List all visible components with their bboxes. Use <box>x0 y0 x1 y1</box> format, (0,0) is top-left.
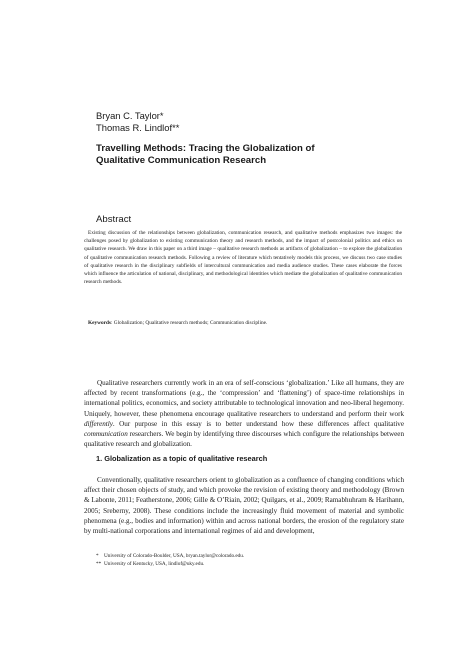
intro-text: Qualitative researchers currently work in an era of self-conscious ‘globalization.’ Like all humans, they are affected by recent transformations (e.g., the ‘compression’ and ‘flattening’) of space-time relationships in international politics, economics, and society attributable to technological innovation and neo-liberal hegemony. Uniquely, however, these phenomena encourage qualitative researchers to understand and perform their work <box>84 379 404 418</box>
keywords-text: : Globalization; Qualitative research methods; Communication discipline. <box>110 320 268 326</box>
intro-emphasis: differently <box>84 419 113 428</box>
footnote-text: University of Colorado-Boulder, USA, bryan.taylor@colorado.edu. <box>104 553 245 559</box>
keywords-line <box>88 319 404 327</box>
intro-text: . Our purpose in this essay is to better understand how these differences affect qualitative <box>112 419 404 428</box>
keywords-label: Keywords <box>88 320 111 326</box>
section-body: Conventionally, qualitative researchers orient to globalization as a confluence of changing conditions which affect their chosen objects of study, and which provoke the revision of existing theory and methodology (Brown & Labonte, 2011; Featherstone, 2006; Gille & O’Riain, 2002; Quilgars, et al., 2009; Ramabhuhram & Harihann, 2005; Sreberny, 2008). These conditions include the increasingly fluid movement of material and symbolic phenomena (e.g., bodies and information) within and across national borders, the erosion of the regulatory state by multi-national corporations and international regimes of aid and development, <box>84 476 404 536</box>
intro-emphasis: communication <box>84 430 128 439</box>
section-heading: 1. Globalization as a topic of qualitative research <box>96 454 268 463</box>
footnote-text: University of Kentucky, USA, lindlof@uky.edu. <box>104 561 205 567</box>
intro-paragraph <box>84 378 404 449</box>
footnote-mark: ** <box>96 561 102 567</box>
intro-text: researchers. We begin by identifying three discourses which configure the relationships between qualitative research and globalization. <box>84 430 404 449</box>
author-list <box>96 110 396 133</box>
paper-title <box>96 143 396 167</box>
paper-title-line: Travelling Methods: Tracing the Globalization of <box>96 143 315 154</box>
abstract-body: Existing discussion of the relationships between globalization, communication research, and qualitative methods emphasizes two images: the challenges posed by globalization to existing communication theory and research methods, and the impact of postcolonial politics and ethics on qualitative research. We draw in this paper on a third image – qualitative research methods as artifacts of globalization – to explore the globalization of qualitative communication research methods. Following a review of literature which tentatively models this process, we discuss two case studies of qualitative research in the disciplinary subfields of intercultural communication and media audience studies. These cases elaborate the forces which influence the articulation of national, disciplinary, and methodological identities which mediate the globalization of qualitative communication research methods. <box>84 230 402 286</box>
author-name: Bryan C. Taylor* <box>96 110 164 121</box>
paper-title-line: Qualitative Communication Research <box>96 155 267 166</box>
footnotes <box>96 552 396 568</box>
footnote-mark: * <box>96 553 99 559</box>
abstract-heading: Abstract <box>96 214 132 225</box>
footnote <box>96 560 396 568</box>
footnote <box>96 552 396 560</box>
author-name: Thomas R. Lindlof** <box>96 121 180 133</box>
